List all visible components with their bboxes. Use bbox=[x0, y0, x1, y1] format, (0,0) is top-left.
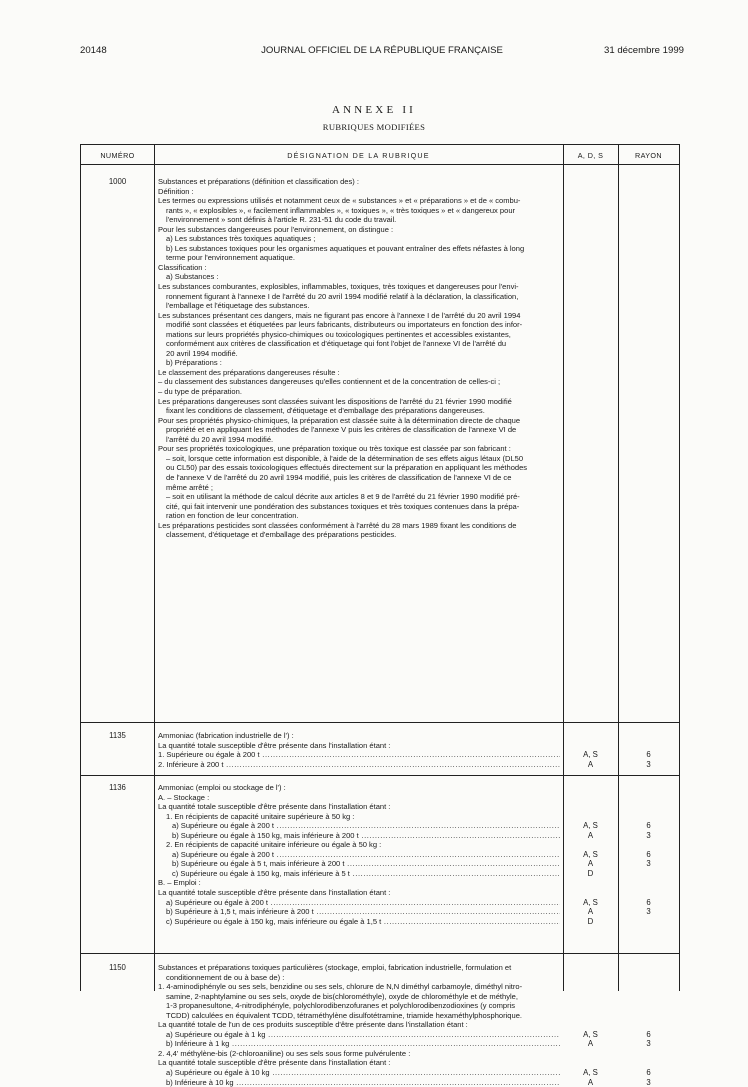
designation-line: 2. En récipients de capacité unitaire inférieure ou égale à 50 kg : bbox=[166, 840, 382, 850]
header-divider bbox=[81, 164, 679, 165]
designation-line: Ammoniac (emploi ou stockage de l') : bbox=[158, 783, 286, 792]
column-header-rayon: RAYON bbox=[634, 151, 663, 160]
rayon-value: 3 bbox=[646, 1039, 651, 1049]
designation-line: b) Les substances toxiques pour les organismes aquatiques et pouvant entraîner des effets néfastes à long bbox=[166, 243, 525, 253]
designation-line: fixant les conditions de classement, d'étiquetage et d'emballage des préparations dangereuses. bbox=[166, 406, 485, 416]
threshold-line: a) Supérieure ou égale à 200 t ..... bbox=[158, 850, 560, 860]
designation-line: La quantité totale susceptible d'être présente dans l'installation étant : bbox=[158, 1058, 391, 1068]
designation-line: 1. En récipients de capacité unitaire supérieure à 50 kg : bbox=[166, 811, 355, 821]
threshold-line: a) Supérieure ou égale à 1 kg ..... bbox=[158, 1030, 560, 1040]
rayon-value: 3 bbox=[646, 859, 651, 869]
threshold-line: 2. Inférieure à 200 t ..... bbox=[158, 760, 560, 770]
ads-value: A, S bbox=[583, 1068, 598, 1078]
rubrique-number: 1136 bbox=[109, 783, 126, 792]
ads-value: A bbox=[587, 759, 594, 769]
ads-value: A, S bbox=[583, 849, 598, 859]
ads-value: A, S bbox=[583, 897, 598, 907]
designation-line: Les termes ou expressions utilisés et notamment ceux de « substances » et « préparations » et de « combu- bbox=[158, 196, 521, 206]
designation-line: Substances et préparations toxiques particulières (stockage, emploi, fabrication industrielle, formulation et bbox=[158, 963, 512, 972]
rayon-value: 6 bbox=[646, 849, 651, 859]
ads-value: A bbox=[587, 907, 594, 917]
designation-line: Les préparations dangereuses sont classées suivant les dispositions de l'arrêté du 21 février 1990 modifié bbox=[158, 396, 512, 406]
designation-line: terme pour l'environnement aquatique. bbox=[166, 253, 295, 263]
designation-line: ration en fonction de leur concentration. bbox=[166, 511, 299, 521]
designation-line: Les substances présentant ces dangers, mais ne figurant pas encore à l'annexe I de l'arrêté du 20 avril 1994 bbox=[158, 310, 521, 320]
designation-line: conditionnement de ou à base de) : bbox=[166, 972, 285, 982]
designation-line: Définition : bbox=[158, 186, 194, 196]
designation-line: l'emballage et l'étiquetage des substances. bbox=[166, 301, 310, 311]
designation-line: ronnement figurant à l'annexe I de l'arrêté du 20 avril 1994 modifié relatif à la déclaration, la classification, bbox=[166, 291, 519, 301]
ads-value: A, S bbox=[583, 1029, 598, 1039]
ads-value: A, S bbox=[583, 821, 598, 831]
column-divider bbox=[154, 145, 155, 991]
rayon-value: 3 bbox=[646, 830, 651, 840]
designation-line: La quantité totale susceptible d'être présente dans l'installation étant : bbox=[158, 740, 391, 750]
rayon-value: 6 bbox=[646, 1068, 651, 1078]
designation-line: La quantité totale susceptible d'être présente dans l'installation étant : bbox=[158, 888, 391, 898]
designation-line: TCDD) calculées en équivalent TCDD, tétraméthylène disulfotétramine, triamide hexaméthylphosphorique. bbox=[166, 1010, 522, 1020]
designation-line: Les substances comburantes, explosibles, inflammables, toxiques, très toxiques et dangereuses pour l'envi- bbox=[158, 282, 519, 292]
designation-line: A. – Stockage : bbox=[158, 792, 210, 802]
designation-line: La quantité totale susceptible d'être présente dans l'installation étant : bbox=[158, 802, 391, 812]
row-divider bbox=[81, 953, 679, 954]
rubrique-designation bbox=[158, 963, 560, 1087]
journal-title: JOURNAL OFFICIEL DE LA RÉPUBLIQUE FRANÇAISE bbox=[261, 45, 503, 56]
row-divider bbox=[81, 722, 679, 723]
rubrique-designation bbox=[158, 177, 560, 540]
designation-line: – du type de préparation. bbox=[158, 387, 242, 397]
rubrique-designation bbox=[158, 731, 560, 769]
threshold-line: c) Supérieure ou égale à 150 kg, mais inférieure à 5 t ..... bbox=[158, 869, 560, 879]
ads-value: A bbox=[587, 1039, 594, 1049]
rayon-value: 3 bbox=[646, 1077, 651, 1087]
ads-value: A, S bbox=[583, 750, 598, 760]
threshold-line: c) Supérieure ou égale à 150 kg, mais inférieure ou égale à 1,5 t ..... bbox=[158, 917, 560, 927]
rayon-value: 3 bbox=[646, 759, 651, 769]
rubrique-number: 1000 bbox=[108, 177, 127, 186]
designation-line: modifié sont classées et étiquetées par leurs fabricants, distributeurs ou importateurs en fonction des infor- bbox=[166, 320, 523, 330]
threshold-line: a) Supérieure ou égale à 200 t ..... bbox=[158, 821, 560, 831]
designation-line: cité, qui fait intervenir une pondération des substances toxiques et très toxiques contenues dans la prépa- bbox=[166, 501, 520, 511]
threshold-line: a) Supérieure ou égale à 10 kg ..... bbox=[158, 1068, 560, 1078]
designation-line: a) Les substances très toxiques aquatiques ; bbox=[166, 234, 316, 244]
designation-line: 1. 4-aminodiphényle ou ses sels, benzidine ou ses sels, chlorure de N,N diméthyl carbamoyle, diméthyl nitro- bbox=[158, 982, 523, 992]
threshold-line: b) Supérieure ou égale à 150 kg, mais inférieure à 200 t ..... bbox=[158, 831, 560, 841]
page-header bbox=[80, 45, 684, 59]
column-header-ads: A, D, S bbox=[577, 151, 604, 160]
publication-date: 31 décembre 1999 bbox=[603, 45, 684, 56]
designation-line: – soit en utilisant la méthode de calcul décrite aux articles 8 et 9 de l'arrêté du 21 février 1990 modifié pré- bbox=[166, 492, 520, 502]
rayon-value: 6 bbox=[646, 750, 651, 760]
designation-line: – soit, lorsque cette information est disponible, à l'aide de la détermination de ses effets aigus létaux (DL50 bbox=[166, 453, 524, 463]
designation-line: samine, 2-naphtylamine ou ses sels, oxyde de bis(chlorométhyle), oxyde de chlorométhyle et de méthyle, bbox=[166, 991, 518, 1001]
designation-line: Pour ses propriétés physico-chimiques, la préparation est classée suite à la détermination directe de chaque bbox=[158, 415, 521, 425]
threshold-line: 1. Supérieure ou égale à 200 t ..... bbox=[158, 750, 560, 760]
column-header-designation: DÉSIGNATION DE LA RUBRIQUE bbox=[287, 151, 430, 160]
designation-line: Pour ses propriétés toxicologiques, une préparation toxique ou très toxique est classée par son fabricant : bbox=[158, 444, 511, 454]
threshold-line: b) Supérieure ou égale à 5 t, mais inférieure à 200 t ..... bbox=[158, 859, 560, 869]
annex-title: ANNEXE II bbox=[331, 104, 417, 116]
designation-line: l'arrêté du 20 avril 1994 modifié. bbox=[166, 434, 274, 444]
designation-line: Le classement des préparations dangereuses résulte : bbox=[158, 367, 340, 377]
designation-line: Classification : bbox=[158, 262, 207, 272]
designation-line: – du classement des substances dangereuses qu'elles contiennent et de la concentration de celles-ci ; bbox=[158, 377, 501, 387]
rubriques-table bbox=[80, 144, 680, 1087]
designation-line: Les préparations pesticides sont classées conformément à l'arrêté du 28 mars 1989 fixant les conditions de bbox=[158, 520, 517, 530]
row-divider bbox=[81, 775, 679, 776]
ads-value: D bbox=[587, 916, 594, 926]
rayon-value: 3 bbox=[646, 907, 651, 917]
designation-line: conformément aux critères de classification et d'étiquetage qui font l'objet de l'annexe VI de l'arrêté du bbox=[166, 339, 507, 349]
rubrique-designation bbox=[158, 783, 560, 926]
column-header-numero: NUMÉRO bbox=[100, 151, 135, 160]
ads-value: A bbox=[587, 1077, 594, 1087]
page-number: 20148 bbox=[80, 45, 107, 56]
rayon-value: 6 bbox=[646, 821, 651, 831]
designation-line: Ammoniac (fabrication industrielle de l') : bbox=[158, 731, 294, 740]
ads-value: A bbox=[587, 859, 594, 869]
designation-line: ou CL50) par des essais toxicologiques effectués directement sur la préparation en appliquant les méthodes bbox=[166, 463, 528, 473]
designation-line: de l'annexe V de l'arrêté du 20 avril 1994 modifié, puis les critères de classification de l'annexe VI de ce bbox=[166, 472, 512, 482]
designation-line: l'environnement » sont définis à l'article R. 231-51 du code du travail. bbox=[166, 215, 397, 225]
designation-line: mations sur leurs propriétés physico-chimiques ou toxicologiques pertinentes et accessibles existantes, bbox=[166, 329, 511, 339]
designation-line: b) Préparations : bbox=[166, 358, 222, 368]
designation-line: même arrêté ; bbox=[166, 482, 213, 492]
ads-value: A bbox=[587, 830, 594, 840]
designation-line: 2. 4,4' méthylène-bis (2-chloroaniline) ou ses sels sous forme pulvérulente : bbox=[158, 1048, 411, 1058]
designation-line: 20 avril 1994 modifié. bbox=[166, 348, 238, 358]
rayon-value: 6 bbox=[646, 1029, 651, 1039]
designation-line: classement, d'étiquetage et d'emballage des préparations pesticides. bbox=[166, 530, 397, 540]
designation-line: propriété et en appliquant les méthodes de l'annexe V puis les critères de classification de l'annexe VI de bbox=[166, 425, 517, 435]
threshold-line: b) Inférieure à 10 kg ..... bbox=[158, 1078, 560, 1087]
ads-value: D bbox=[587, 868, 594, 878]
threshold-line: b) Supérieure à 1,5 t, mais inférieure à 200 t ..... bbox=[158, 907, 560, 917]
rayon-value: 6 bbox=[646, 897, 651, 907]
threshold-line: b) Inférieure à 1 kg ..... bbox=[158, 1039, 560, 1049]
designation-line: La quantité totale de l'un de ces produits susceptible d'être présente dans l'installation étant : bbox=[158, 1020, 468, 1030]
designation-line: Pour les substances dangereuses pour l'environnement, on distingue : bbox=[158, 224, 394, 234]
annex-subtitle: RUBRIQUES MODIFIÉES bbox=[322, 122, 426, 132]
designation-line: B. – Emploi : bbox=[158, 878, 201, 888]
designation-line: Substances et préparations (définition et classification des) : bbox=[158, 177, 359, 186]
rubrique-number: 1150 bbox=[109, 963, 126, 972]
designation-line: 1-3 propanesultone, 4-nitrodiphényle, polychlorodibenzofuranes et polychlorodibenzodioxines (y compris bbox=[166, 1001, 516, 1011]
threshold-line: a) Supérieure ou égale à 200 t ..... bbox=[158, 898, 560, 908]
designation-line: rants », « explosibles », « facilement inflammables », « toxiques », « très toxiques » et « dangereux pour bbox=[166, 205, 516, 215]
designation-line: a) Substances : bbox=[166, 272, 219, 282]
rubrique-number: 1135 bbox=[109, 731, 126, 740]
